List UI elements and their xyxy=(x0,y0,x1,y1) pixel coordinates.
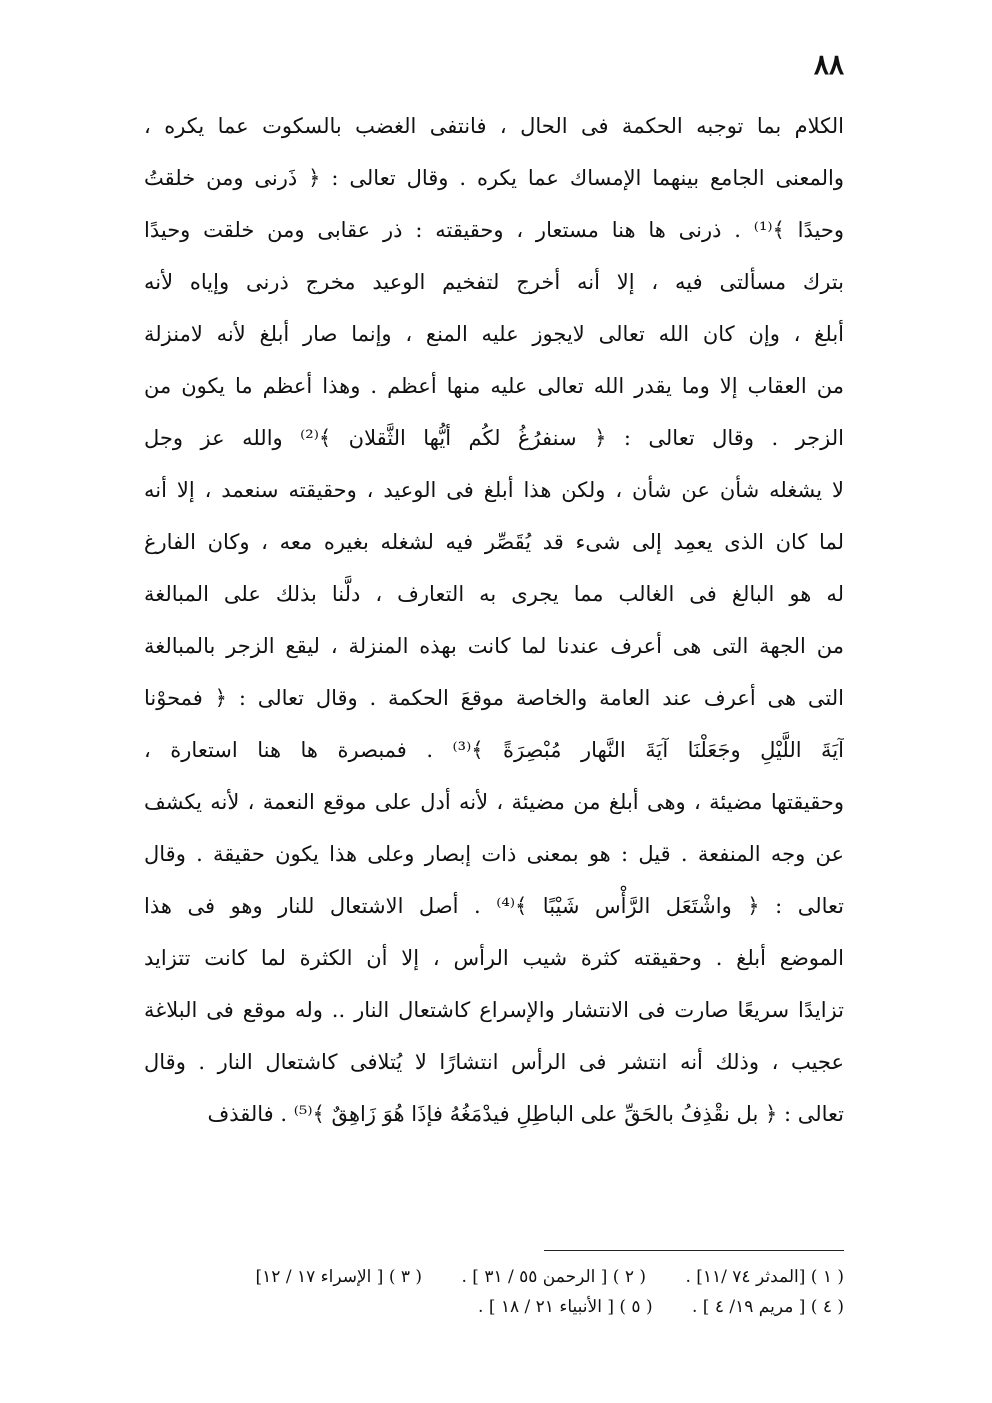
text-line: التى هى أعرف عند العامة والخاصة موقعَ الحكمة . وقال تعالى : ﴿ فمحوْنا xyxy=(144,686,844,710)
text-line: له هو البالغ فى الغالب مما يجرى به التعارف ، دلَّنا بذلك على المبالغة xyxy=(144,582,844,606)
text-line: وحيدًا ﴾⁽¹⁾ . ذرنى ها هنا مستعار ، وحقيقته : ذر عقابى ومن خلقت وحيدًا xyxy=(144,218,844,242)
text-line: عن وجه المنفعة . قيل : هو بمعنى ذات إبصار وعلى هذا يكون حقيقة . وقال xyxy=(144,842,844,866)
text-line: أبلغ ، وإن كان الله تعالى لايجوز عليه المنع ، وإنما صار أبلغ لأنه لامنزلة xyxy=(144,322,844,346)
footnote-4: ( ٤ ) [ مريم ١٩/ ٤ ] . xyxy=(692,1297,844,1317)
footnote-1: ( ١ ) [المدثر ٧٤ /١١] . xyxy=(685,1267,844,1287)
text-line: وحقيقتها مضيئة ، وهى أبلغ من مضيئة ، لأنه أدل على موقع النعمة ، لأنه يكشف xyxy=(144,790,844,814)
text-line: تعالى : ﴿ واشْتَعَل الرَّأْس شَيْبًا ﴾⁽⁴⁾ . أصل الاشتعال للنار وهو فى هذا xyxy=(144,894,844,918)
footnote-divider xyxy=(544,1250,844,1251)
footnote-2: ( ٢ ) [ الرحمن ٥٥ / ٣١ ] . xyxy=(461,1267,647,1287)
text-line: الموضع أبلغ . وحقيقته كثرة شيب الرأس ، إلا أن الكثرة لما كانت تتزايد xyxy=(144,946,844,970)
text-line: الزجر . وقال تعالى : ﴿ سنفرُغُ لكُم أيُّها الثَّقلان ﴾⁽²⁾ والله عز وجل xyxy=(144,426,844,450)
text-line: تعالى : ﴿ بل نقْذِفُ بالحَقِّ على الباطِلِ فيدْمَغُهُ فإذَا هُوَ زَاهِقٌ ﴾⁽⁵⁾ . فالقذف xyxy=(207,1102,844,1126)
text-line: عجيب ، وذلك أنه انتشر فى الرأس انتشارًا لا يُتلافى كاشتعال النار . وقال xyxy=(144,1050,844,1074)
footnote-row xyxy=(144,1292,844,1322)
footnote-5: ( ٥ ) [ الأنبياء ٢١ / ١٨ ] . xyxy=(478,1297,653,1317)
text-line: لا يشغله شأن عن شأن ، ولكن هذا أبلغ فى الوعيد ، وحقيقته سنعمد ، إلا أنه xyxy=(144,478,844,502)
text-line: الكلام بما توجبه الحكمة فى الحال ، فانتفى الغضب بالسكوت عما يكره ، xyxy=(144,114,844,138)
text-line: بترك مسألتى فيه ، إلا أنه أخرج لتفخيم الوعيد مخرج ذرنى وإياه لأنه xyxy=(144,270,844,294)
footnote-row xyxy=(144,1262,844,1292)
page-number: ٨٨ xyxy=(813,48,844,81)
text-line: من العقاب إلا وما يقدر الله تعالى عليه منها أعظم . وهذا أعظم ما يكون من xyxy=(144,374,844,398)
text-line: تزايدًا سريعًا صارت فى الانتشار والإسراع كاشتعال النار .. وله موقع فى البلاغة xyxy=(144,998,844,1022)
text-line: من الجهة التى هى أعرف عندنا لما كانت بهذه المنزلة ، ليقع الزجر بالمبالغة xyxy=(144,634,844,658)
footnote-3: ( ٣ ) [ الإسراء ١٧ / ١٢] xyxy=(255,1267,423,1287)
text-line: لما كان الذى يعمِد إلى شىء قد يُقَصِّر فيه لشغله بغيره معه ، وكان الفارغ xyxy=(144,530,844,554)
footnotes xyxy=(144,1262,844,1322)
body-text xyxy=(144,100,844,1140)
text-line: آيَةَ اللَّيْلِ وجَعَلْنَا آيَةَ النَّهار مُبْصِرَةً ﴾⁽³⁾ . فمبصرة ها هنا استعارة ، xyxy=(144,738,844,762)
text-line: والمعنى الجامع بينهما الإمساك عما يكره . وقال تعالى : ﴿ ذَرنى ومن خلقتُ xyxy=(144,166,844,190)
